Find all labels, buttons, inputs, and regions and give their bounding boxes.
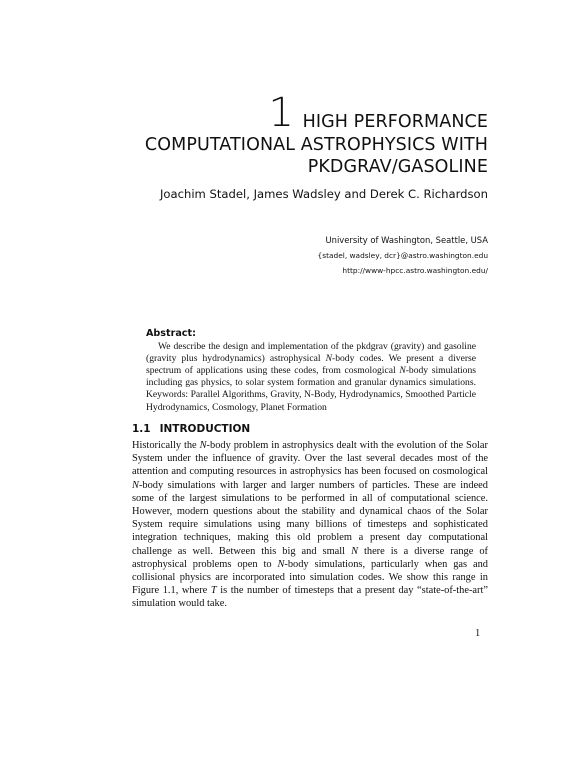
chapter-title-block	[132, 92, 488, 178]
intro-paragraph	[132, 439, 488, 611]
institution-url: http://www-hpcc.astro.washington.edu/	[342, 266, 488, 275]
intro-math-t: T	[210, 585, 217, 597]
chapter-title-line1: HIGH PERFORMANCE	[302, 112, 488, 132]
intro-text-6: is the number of timesteps that a present day “state-of-the-art” simulation would take.	[132, 585, 488, 610]
intro-math-n1: N	[199, 440, 207, 451]
page-number: 1	[475, 628, 481, 639]
abstract	[146, 328, 476, 414]
chapter-title-line3: PKDGRAV/GASOLINE	[307, 157, 488, 177]
intro-text-1: Historically the	[132, 440, 200, 451]
intro-math-n2: N	[132, 479, 139, 491]
author-emails: {stadel, wadsley, dcr}@astro.washington.edu	[317, 251, 488, 260]
author-list: Joachim Stadel, James Wadsley and Derek C. Richardson	[159, 187, 488, 201]
abstract-text-a: We describe the design and implementation of the pkdgrav (gravity) and gasoline (gravity plus hydrodynamics) astrophysical	[146, 341, 476, 365]
intro-math-n3: N	[351, 545, 358, 557]
abstract-math-n1: N	[325, 353, 333, 365]
chapter-title-line2: COMPUTATIONAL ASTROPHYSICS WITH	[144, 135, 488, 155]
affiliation	[300, 233, 488, 278]
abstract-heading: Abstract:	[146, 328, 196, 339]
intro-text-2: -body problem in astrophysics dealt with the evolution of the Solar System under the influence of gravity. Over the last several decades most of the attention and computing resources in astrophysics has been focused on cosmological	[132, 440, 488, 478]
chapter-title-first-line	[132, 92, 488, 134]
intro-text-3: -body simulations with larger and larger numbers of particles. These are indeed some of the largest simulations to be performed in all of computational science. However, modern questions about the stability and dynamical chaos of the Solar System require simulations using many billions of timesteps and sophisticated integration techniques, making this old problem a present day computational challenge as well. Between this big and small	[132, 479, 488, 557]
abstract-math-n2: N	[399, 365, 406, 377]
section-heading	[132, 423, 250, 435]
section-title: INTRODUCTION	[159, 423, 251, 435]
section-number: 1.1	[132, 423, 151, 435]
institution: University of Washington, Seattle, USA	[325, 235, 488, 245]
intro-math-n4: N	[277, 558, 285, 570]
abstract-text-c: -body simulations including gas physics, to solar system formation and granular dynamics simulations. Keywords: Parallel Algorithms, Gravity, N-Body, Hydrodynamics, Smoothed Particle Hydrodynamics, Cosmology, Planet Formation	[146, 365, 476, 413]
abstract-text-b: -body codes. We present a diverse spectrum of applications using these codes, from cosmological	[146, 353, 477, 377]
abstract-body	[146, 341, 476, 414]
intro-text-5: -body simulations, particularly when gas and collisional physics are incorporated into simulation codes. We show this range in Figure 1.1, where	[132, 558, 488, 597]
chapter-number: 1	[268, 90, 294, 136]
intro-text-4: there is a diverse range of astrophysical problems open to	[132, 545, 488, 570]
